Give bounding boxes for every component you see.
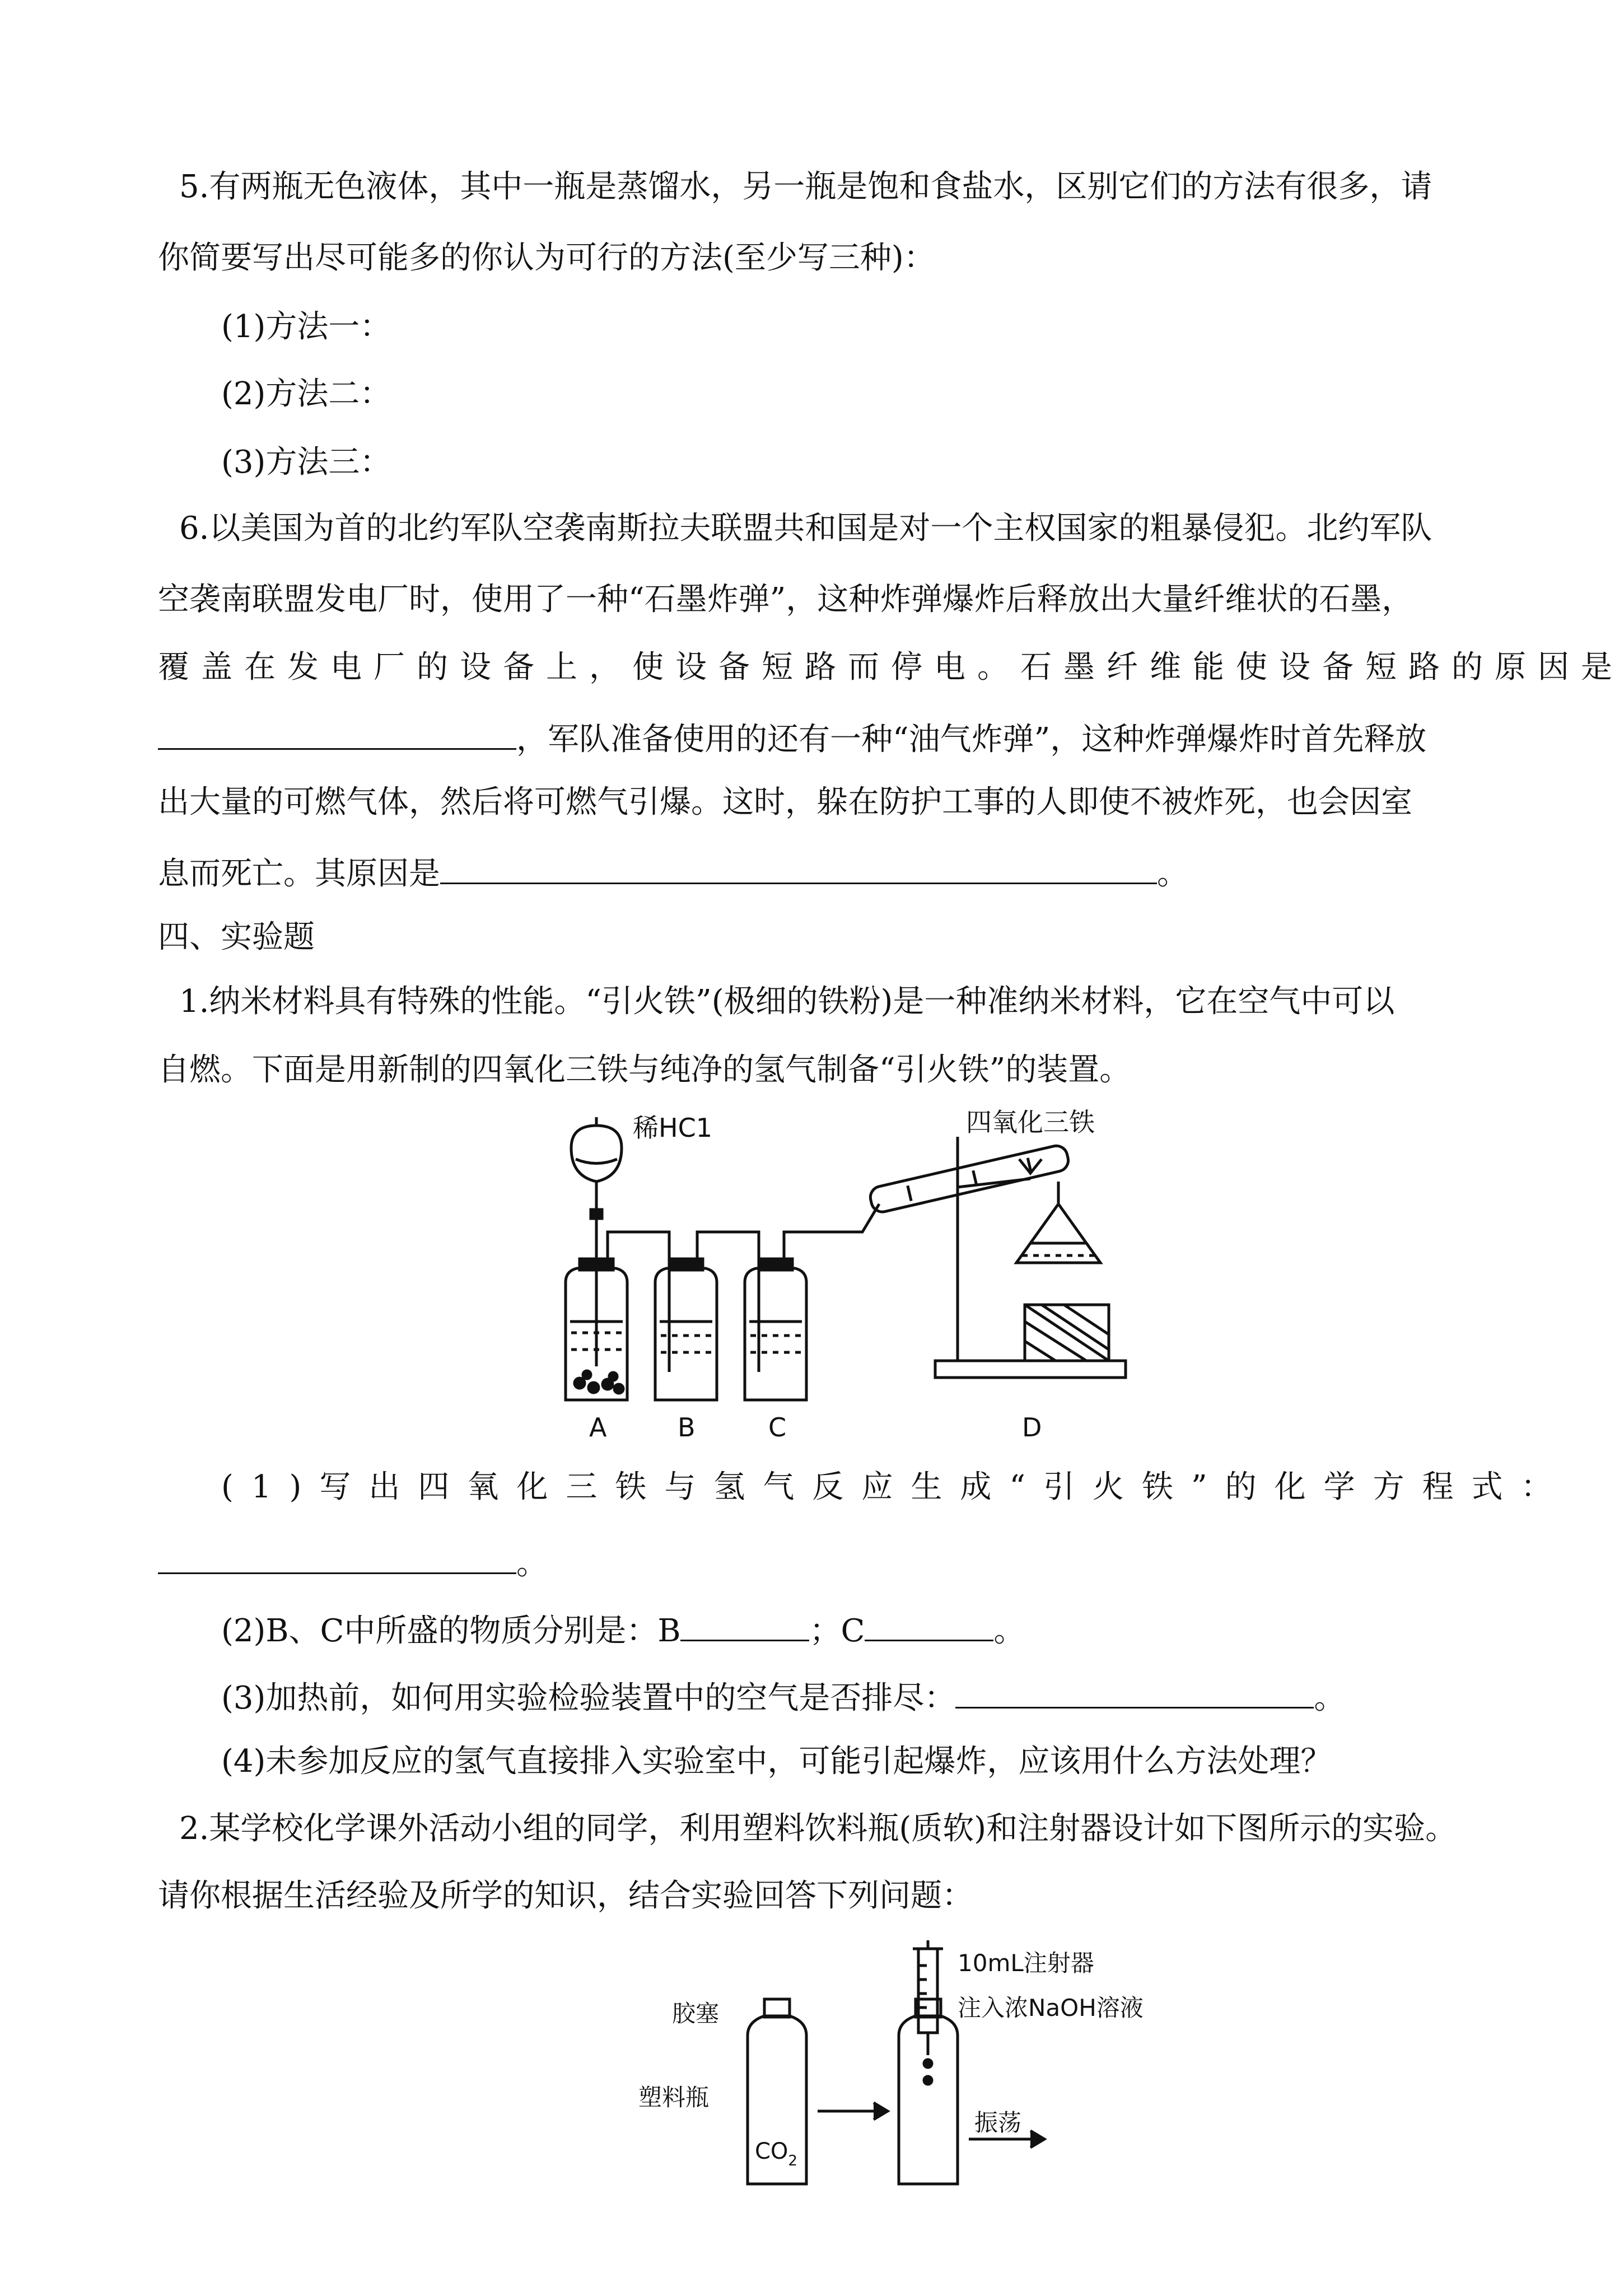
co2-experiment-figure (638, 1938, 1144, 2190)
q5-line2: 你简要写出尽可能多的你认为可行的方法(至少写三种)： (158, 240, 935, 276)
q6-line4 (158, 716, 1426, 760)
q6-line3 (158, 647, 1624, 688)
q6-line3-text: 覆盖在发电厂的设备上，使设备短路而停电。石墨纤维能使设备短路的原因是 (158, 649, 1624, 685)
label-A: A (589, 1412, 607, 1443)
q6-line5: 出大量的可燃气体，然后将可燃气引爆。这时，躲在防护工事的人即使不被炸死，也会因室 (158, 784, 1412, 820)
e1-p3-text: (3)加热前，如何用实验检验装置中的空气是否排尽： (221, 1680, 956, 1716)
label-syringe: 10mL注射器 (958, 1949, 1094, 1977)
q6-blank1[interactable] (158, 716, 516, 750)
q5-method2: (2)方法二： (221, 376, 391, 412)
e1-p1 (221, 1467, 1570, 1507)
label-shake: 振荡 (974, 2109, 1022, 2136)
e1-blank-equation[interactable] (158, 1540, 516, 1574)
label-stopper: 胶塞 (672, 2000, 720, 2027)
e1-p2-text-a: (2)B、C中所盛的物质分别是：B (221, 1613, 681, 1649)
q6-line6-end: 。 (1157, 856, 1188, 892)
e1-blank-C[interactable] (865, 1607, 993, 1641)
q6-line4-text: ，军队准备使用的还有一种“油气炸弹”，这种炸弹爆炸时首先释放 (516, 721, 1427, 758)
apparatus-figure (549, 1107, 1176, 1445)
e1-p1-text: (1)写出四氧化三铁与氢气反应生成“引火铁”的化学方程式： (221, 1469, 1570, 1505)
q6-line2: 空袭南联盟发电厂时，使用了一种“石墨炸弹”，这种炸弹爆炸后释放出大量纤维状的石墨， (158, 581, 1413, 618)
label-fe3o4: 四氧化三铁 (966, 1107, 1095, 1137)
e1-line2: 自燃。下面是用新制的四氧化三铁与纯净的氢气制备“引火铁”的装置。 (158, 1052, 1131, 1088)
q6-blank2[interactable] (440, 850, 1157, 884)
e1-p3-end: 。 (1314, 1680, 1346, 1716)
section-heading: 四、实验题 (158, 919, 315, 955)
label-D: D (1022, 1412, 1042, 1443)
label-co2-sub: 2 (788, 2153, 797, 2169)
label-co2-main: CO (755, 2139, 788, 2164)
q6-line6 (158, 850, 1188, 894)
label-B: B (678, 1412, 696, 1443)
e2-line1: 2.某学校化学课外活动小组的同学，利用塑料饮料瓶(质软)和注射器设计如下图所示的实验。 (179, 1810, 1457, 1847)
q5-line1: 5.有两瓶无色液体，其中一瓶是蒸馏水，另一瓶是饱和食盐水，区别它们的方法有很多，请 (179, 169, 1432, 205)
label-plastic-bottle: 塑料瓶 (638, 2084, 710, 2111)
q6-line1: 6.以美国为首的北约军队空袭南斯拉夫联盟共和国是对一个主权国家的粗暴侵犯。北约军队 (179, 510, 1432, 547)
label-C: C (768, 1412, 787, 1443)
label-inject-naoh: 注入浓NaOH溶液 (958, 1994, 1144, 2022)
e1-p1-end: 。 (516, 1546, 548, 1582)
q5-method3: (3)方法三： (221, 444, 391, 480)
e1-p2-text-c: 。 (993, 1613, 1025, 1649)
q5-method1: (1)方法一： (221, 309, 391, 345)
e1-line1: 1.纳米材料具有特殊的性能。“引火铁”(极细的铁粉)是一种准纳米材料，它在空气中可以 (179, 983, 1395, 1020)
e1-blank-air[interactable] (955, 1674, 1314, 1709)
e1-p3 (221, 1674, 1345, 1719)
q6-line6-text: 息而死亡。其原因是 (158, 856, 440, 892)
e2-line2: 请你根据生活经验及所学的知识，结合实验回答下列问题： (158, 1878, 973, 1914)
label-co2 (755, 2139, 797, 2169)
e1-p1-answer (158, 1540, 548, 1584)
e1-p2 (221, 1607, 1025, 1651)
label-hcl: 稀HC1 (633, 1113, 712, 1143)
e1-p4: (4)未参加反应的氢气直接排入实验室中，可能引起爆炸，应该用什么方法处理？ (221, 1743, 1332, 1780)
e1-p2-text-b: ；C (809, 1613, 865, 1649)
e1-blank-B[interactable] (680, 1607, 809, 1641)
